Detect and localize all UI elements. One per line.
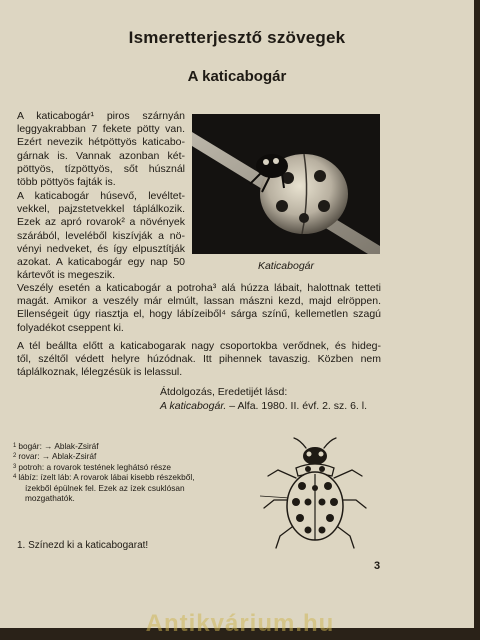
source-line: Átdolgozás, Eredetijét lásd: xyxy=(160,386,288,398)
text-line: Ezek az apró rovarok² a növények xyxy=(17,216,185,229)
text-line: A katicabogár¹ piros szárnyán xyxy=(17,110,185,122)
text-line: Ezért nevezik hétpöttyös katicabo- xyxy=(17,136,185,149)
source-citation xyxy=(160,385,367,413)
text-line: pöttyös, tízpöttyös, sőt húsznál xyxy=(17,162,185,175)
footnote: $^2$ rovar: → Ablak-Zsiráf xyxy=(13,451,97,462)
text-line: leggyakrabban 7 fekete pötty van. xyxy=(17,123,185,136)
footnote: $^4$ lábíz: ízelt láb: A rovarok lábai kisebb részekből, xyxy=(13,472,195,483)
footnotes xyxy=(13,441,195,503)
photo-caption: Katicabogár xyxy=(257,260,315,272)
article-title: A katicabogár xyxy=(187,68,287,85)
section-title: Ismeretterjesztő szövegek xyxy=(128,28,346,47)
text-line: több pöttyös fajták is. xyxy=(17,176,116,189)
text-line: kártevőt is megeszik. xyxy=(17,269,116,282)
ladybug-line-drawing xyxy=(260,436,370,556)
text-line: magát. Amikor a veszély már elmúlt, lassan mászni kezd, majd elröppen. xyxy=(17,295,381,308)
text-line: A tél beállta előtt a katicabogarak nagy csoportokba verődnek, és hideg- xyxy=(17,340,381,352)
text-line: folyadékot cseppent ki. xyxy=(17,321,124,334)
text-line: A katicabogár húsevő, levéltet- xyxy=(17,190,185,202)
text-line: azokat. A katicabogár egy nap 50 xyxy=(17,256,185,269)
text-line: vekkel, pajzstetvekkel táplálkozik. xyxy=(17,203,185,216)
ladybug-photo-image xyxy=(192,114,380,254)
text-line: gárnak is. Vannak azonban két- xyxy=(17,149,185,162)
footnote: $^1$ bogár: → Ablak-Zsiráf xyxy=(13,441,99,451)
danger-paragraph xyxy=(17,282,381,335)
winter-paragraph xyxy=(17,340,381,380)
ladybug-photo xyxy=(192,114,380,254)
exercise-task: 1. Színezd ki a katicabogarat! xyxy=(17,540,149,551)
source-title: A katicabogár. xyxy=(160,400,227,412)
text-line: Veszély esetén a katicabogár a potroha³ alá húzza lábait, halottnak tetteti xyxy=(17,282,381,294)
footnote-continuation: ízekből épülnek fel. Ezek az ízek csuklósan xyxy=(25,482,185,493)
source-details: – Alfa. 1980. II. évf. 2. sz. 6. l. xyxy=(226,400,368,412)
footnote: $^3$ potroh: a rovarok testének leghátsó része xyxy=(13,461,172,472)
intro-paragraph xyxy=(17,110,185,189)
text-line: től, széltől védett helyre húzódnak. Itt pihennek tavaszig. Közben nem xyxy=(17,353,381,366)
watermark: Antikvárium.hu xyxy=(145,610,335,637)
footnote-continuation: mozgathatók. xyxy=(25,493,75,504)
food-paragraph xyxy=(17,190,185,282)
text-line: Ellenségeit úgy riasztja el, hogy lábízeiből⁴ sárga színű, kellemetlen szagú xyxy=(17,308,381,321)
text-line: szárából, leveléből kiszívják a nö- xyxy=(17,229,185,242)
page-number: 3 xyxy=(374,560,381,572)
source-reference xyxy=(160,399,367,413)
text-line: táplálkoznak, lélegzésük is lelassul. xyxy=(17,366,183,379)
text-line: vényi nedveket, és így elpusztítják xyxy=(17,242,185,255)
